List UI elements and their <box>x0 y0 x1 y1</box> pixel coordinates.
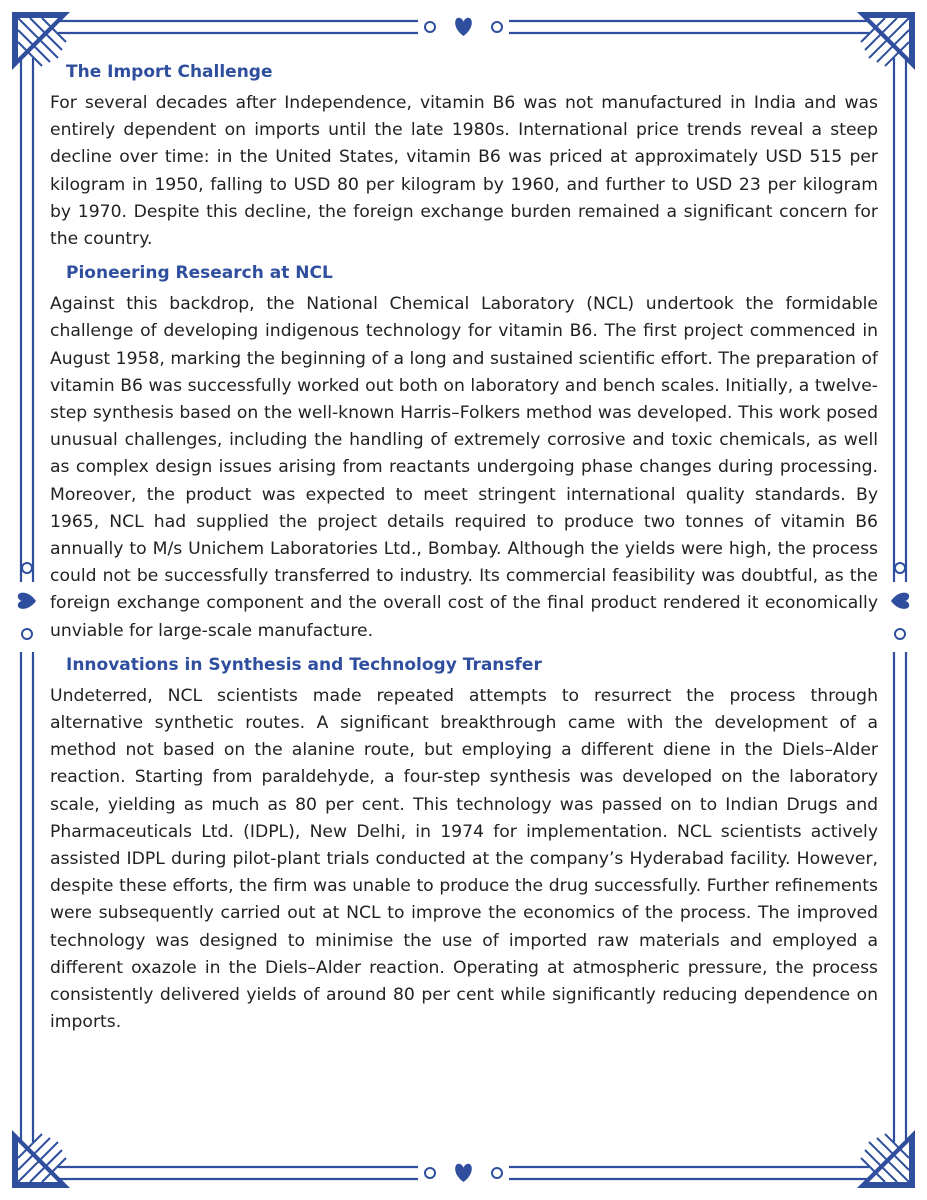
section-paragraph: For several decades after Independence, vitamin B6 was not manufactured in India and was entirely dependent on imports until the late 1980s. International price trends reveal a steep decline over time: in the United States, vitamin B6 was priced at approximately USD 515 per kilogram in 1950, falling to USD 80 per kilogram by 1960, and further to USD 23 per kilogram by 1970. Despite this decline, the foreign exchange burden remained a significant concern for the country. <box>50 93 878 250</box>
section-heading: Innovations in Synthesis and Technology Transfer <box>66 654 542 675</box>
section-innovations <box>50 653 878 1037</box>
section-heading: The Import Challenge <box>66 62 273 82</box>
section-pioneering-research <box>50 261 878 645</box>
section-paragraph: Undeterred, NCL scientists made repeated attempts to resurrect the process through alternative synthetic routes. A significant breakthrough came with the development of a method not based on the alanine route, but employing a different diene in the Diels–Alder reaction. Starting from paraldehyde, a four-step synthesis was developed on the laboratory scale, yielding as much as 80 per cent. This technology was passed on to Indian Drugs and Pharmaceuticals Ltd. (IDPL), New Delhi, in 1974 for implementation. NCL scientists actively assisted IDPL during pilot-plant trials conducted at the company’s Hyderabad facility. However, despite these efforts, the firm was unable to produce the drug successfully. Further refinements were subsequently carried out at NCL to improve the economics of the process. The improved technology was designed to minimise the use of imported raw materials and employed a different oxazole in the Diels–Alder reaction. Operating at atmospheric pressure, the process consistently delivered yields of around 80 per cent while significantly reducing dependence on imports. <box>50 685 878 1033</box>
heart-ornament-top <box>425 18 502 36</box>
article-content <box>50 60 878 1045</box>
section-heading: Pioneering Research at NCL <box>66 263 333 284</box>
section-import-challenge <box>50 60 878 253</box>
heart-ornament-bottom <box>425 1164 502 1182</box>
section-paragraph: Against this backdrop, the National Chemical Laboratory (NCL) undertook the formidable challenge of developing indigenous technology for vitamin B6. The first project commenced in August 1958, marking the beginning of a long and sustained scientific effort. The preparation of vitamin B6 was successfully worked out both on laboratory and bench scales. Initially, a twelve-step synthesis based on the well-known Harris–Folkers method was developed. This work posed unusual challenges, including the handling of extremely corrosive and toxic chemicals, as well as complex design issues arising from reactants undergoing phase changes during processing. Moreover, the product was expected to meet stringent international quality standards. By 1965, NCL had supplied the project details required to produce two tonnes of vitamin B6 annually to M/s Unichem Laboratories Ltd., Bombay. Although the yields were high, the process could not be successfully transferred to industry. Its commercial feasibility was doubtful, as the foreign exchange component and the overall cost of the final product rendered it economically unviable for large-scale manufacture. <box>50 294 878 641</box>
